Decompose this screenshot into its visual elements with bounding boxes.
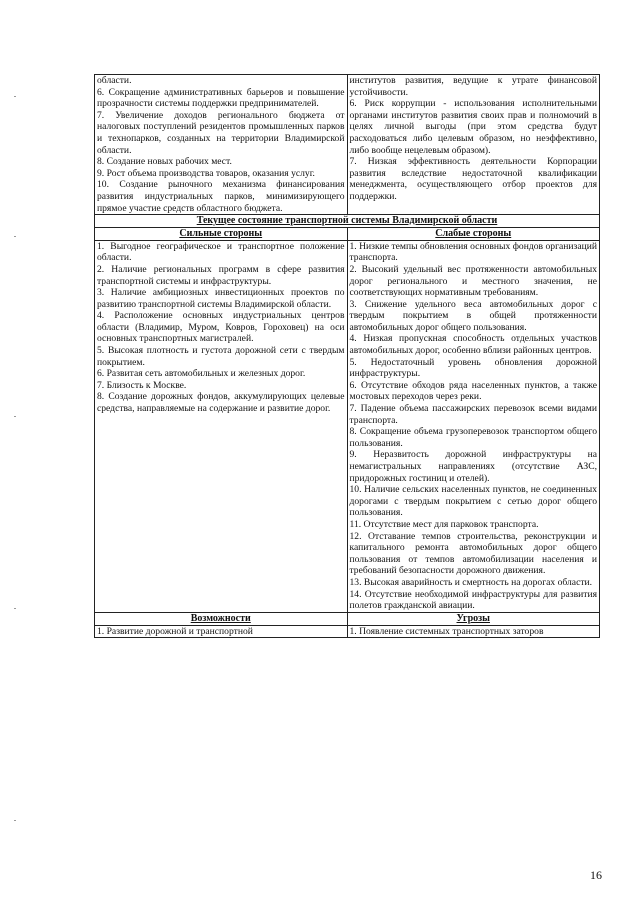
swot-table [94,74,600,638]
scan-mark [14,416,16,417]
weaknesses-header: Слабые стороны [347,227,600,240]
section-title: Текущее состояние транспортной системы Владимирской области [95,215,600,228]
table-row [95,75,600,215]
list-item: 10. Наличие сельских населенных пунктов, не соединенных дорогами с твердым покрытием с сетью дорог общего пользования. [349,484,597,519]
list-item: 4. Низкая пропускная способность отдельных участков автомобильных дорог, особенно вблизи районных центров. [349,333,597,357]
list-item: 2. Высокий удельный вес протяженности автомобильных дорог регионального и местного значения, не соответствующих нормативным требованиям. [349,263,597,299]
top-left-cell [95,75,348,215]
list-item: 6. Развитая сеть автомобильных и железных дорог. [97,368,306,380]
list-item: 13. Высокая аварийность и смертность на дорогах области. [349,576,593,588]
list-item: 8. Сокращение объема грузоперевозок транспортом общего пользования. [349,426,597,449]
table-row [95,625,600,638]
list-item: 7. Увеличение доходов регионального бюджета от налоговых поступлений резидентов промышленных парков и технопарков, созданных на территории Владимирской области. [97,109,345,156]
top-right-cell [347,75,600,215]
list-item: 1. Развитие дорожной и транспортной [97,625,253,637]
threats-header: Угрозы [347,612,600,625]
list-item: 6. Сокращение административных барьеров и повышение прозрачности системы поддержки предпринимателей. [97,86,345,110]
list-item: 1. Выгодное географическое и транспортное положение области. [97,240,345,264]
list-item: области. [97,75,132,86]
threats-cell [347,625,600,638]
list-item: 7. Падение объема пассажирских перевозок всеми видами транспорта. [349,403,597,426]
list-item: 1. Низкие темпы обновления основных фондов организаций транспорта. [349,240,597,264]
page-number: 16 [590,868,602,882]
table-row [95,612,600,625]
list-item: 9. Рост объема производства товаров, оказания услуг. [97,167,315,179]
list-item: 7. Близость к Москве. [97,379,187,391]
list-item: институтов развития, ведущие к утрате финансовой устойчивости. [349,75,597,98]
list-item: 6. Риск коррупции - использования исполнительными органами институтов развития своих прав и полномочий в целях личной выгоды (при этом средства будут расходоваться либо целевым образом, но неэффективно, либо вообще нецелевым образом). [349,98,597,156]
opportunities-cell [95,625,348,638]
weaknesses-cell [347,240,600,612]
list-item: 12. Отставание темпов строительства, реконструкции и капитального ремонта автомобильных дорог общего пользования от темпов автомобилизации населения и требований безопасности дорожного движения. [349,530,597,577]
list-item: 1. Появление системных транспортных заторов [349,625,544,637]
list-item: 14. Отсутствие необходимой инфраструктуры для развития полетов гражданской авиации. [349,588,597,612]
list-item: 8. Создание дорожных фондов, аккумулирующих целевые средства, направляемые на содержание и развитие дорог. [97,391,345,415]
table-row [95,215,600,228]
list-item: 3. Наличие амбициозных инвестиционных проектов по развитию транспортной системы Владимирской области. [97,287,345,310]
list-item: 4. Расположение основных индустриальных центров области (Владимир, Муром, Ковров, Гороховец) на оси основных транспортных магистралей. [97,310,345,345]
scan-mark [14,608,16,609]
list-item: 2. Наличие региональных программ в сфере развития транспортной системы и инфраструктуры. [97,263,345,287]
list-item: 5. Высокая плотность и густота дорожной сети с твердым покрытием. [97,345,345,368]
list-item: 11. Отсутствие мест для парковок транспорта. [349,518,539,530]
list-item: 6. Отсутствие обходов ряда населенных пунктов, а также мостовых переходов через реки. [349,379,597,403]
scan-mark [14,236,16,237]
table-row [95,227,600,240]
strengths-header: Сильные стороны [95,227,348,240]
list-item: 9. Неразвитость дорожной инфраструктуры на немагистральных направлениях (отсутствие АЗС, придорожных гостиниц и отелей). [349,449,597,484]
list-item: 7. Низкая эффективность деятельности Корпорации развития вследствие недостаточной квалификации менеджмента, осуществляющего отбор проектов для поддержки. [349,156,597,202]
strengths-cell [95,240,348,612]
opportunities-header: Возможности [95,612,348,625]
scan-mark [14,96,16,97]
list-item: 3. Снижение удельного веса автомобильных дорог с твердым покрытием в общей протяженности автомобильных дорог общего пользования. [349,298,597,333]
scan-mark [14,820,16,821]
list-item: 10. Создание рыночного механизма финансирования развития индустриальных парков, минимизирующего прямое участие средств областного бюджета. [97,179,345,214]
table-row [95,240,600,612]
list-item: 8. Создание новых рабочих мест. [97,156,232,168]
list-item: 5. Недостаточный уровень обновления дорожной инфраструктуры. [349,356,597,380]
